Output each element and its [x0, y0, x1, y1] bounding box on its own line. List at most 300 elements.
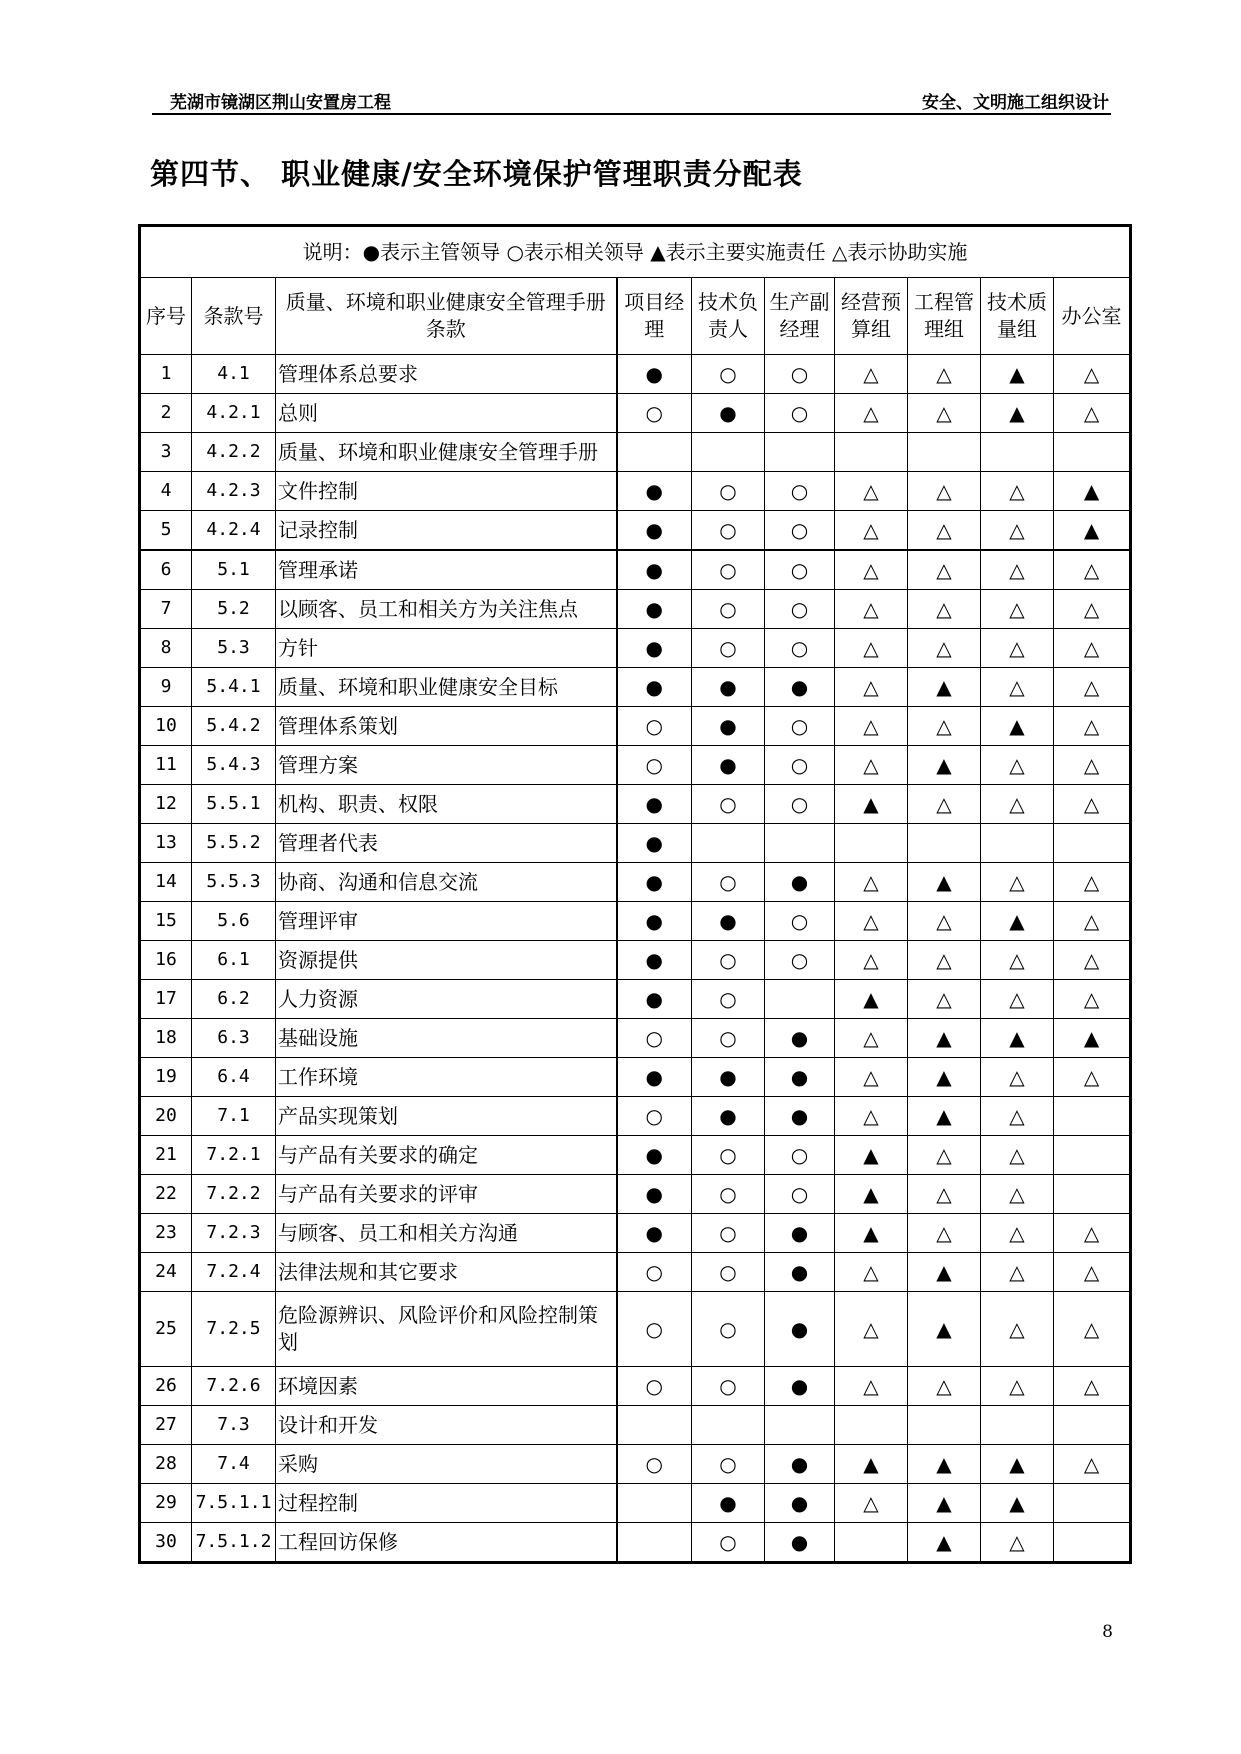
col-header-role: 工程管理组 [908, 278, 981, 355]
responsibility-mark: ○ [617, 746, 692, 785]
row-clause: 机构、职责、权限 [276, 785, 617, 824]
responsibility-mark: △ [908, 629, 981, 668]
row-clause: 与顾客、员工和相关方沟通 [276, 1214, 617, 1253]
row-clause: 工作环境 [276, 1058, 617, 1097]
row-clause: 方针 [276, 629, 617, 668]
responsibility-mark: △ [835, 863, 908, 902]
responsibility-mark: ▲ [908, 863, 981, 902]
responsibility-mark: △ [1054, 941, 1131, 980]
row-clause: 人力资源 [276, 980, 617, 1019]
responsibility-mark: △ [908, 707, 981, 746]
row-clause-no: 7.4 [192, 1445, 276, 1484]
row-clause: 过程控制 [276, 1484, 617, 1523]
row-clause-no: 6.1 [192, 941, 276, 980]
responsibility-mark: △ [835, 1484, 908, 1523]
responsibility-mark: △ [835, 629, 908, 668]
row-clause: 质量、环境和职业健康安全管理手册 [276, 433, 617, 472]
row-clause-no: 7.2.2 [192, 1175, 276, 1214]
responsibility-mark: △ [1054, 785, 1131, 824]
responsibility-mark: ▲ [835, 1445, 908, 1484]
responsibility-mark: △ [1054, 1214, 1131, 1253]
row-seq: 12 [140, 785, 192, 824]
responsibility-mark: △ [835, 668, 908, 707]
responsibility-mark: ▲ [981, 1019, 1054, 1058]
table-row [140, 550, 1131, 590]
row-clause-no: 5.1 [192, 550, 276, 590]
responsibility-mark: △ [981, 590, 1054, 629]
responsibility-mark: ○ [692, 785, 765, 824]
row-clause-no: 4.1 [192, 355, 276, 394]
responsibility-mark: ● [617, 1175, 692, 1214]
responsibility-mark: ▲ [981, 902, 1054, 941]
responsibility-mark: △ [1054, 707, 1131, 746]
row-clause-no: 6.4 [192, 1058, 276, 1097]
responsibility-mark: ○ [765, 1175, 835, 1214]
responsibility-mark: △ [908, 902, 981, 941]
row-clause: 以顾客、员工和相关方为关注焦点 [276, 590, 617, 629]
responsibility-mark: △ [835, 1019, 908, 1058]
table-row [140, 1523, 1131, 1563]
row-clause: 危险源辨识、风险评价和风险控制策划 [276, 1292, 617, 1367]
responsibility-mark: △ [981, 785, 1054, 824]
responsibility-mark [981, 433, 1054, 472]
table-row [140, 863, 1131, 902]
responsibility-mark: ● [692, 1097, 765, 1136]
responsibility-mark: △ [1054, 980, 1131, 1019]
responsibility-mark [765, 1406, 835, 1445]
row-seq: 9 [140, 668, 192, 707]
table-row [140, 824, 1131, 863]
row-clause: 资源提供 [276, 941, 617, 980]
page-number: 8 [1102, 1622, 1113, 1642]
responsibility-mark: ○ [692, 355, 765, 394]
responsibility-mark: ▲ [908, 1253, 981, 1292]
responsibility-mark: △ [908, 941, 981, 980]
responsibility-mark: ○ [617, 1292, 692, 1367]
responsibility-mark: ▲ [835, 980, 908, 1019]
responsibility-mark: ● [617, 902, 692, 941]
row-clause: 管理者代表 [276, 824, 617, 863]
responsibility-mark: ▲ [981, 394, 1054, 433]
responsibility-mark: ● [765, 1484, 835, 1523]
row-clause: 管理体系策划 [276, 707, 617, 746]
responsibility-mark: ▲ [908, 1445, 981, 1484]
responsibility-mark: ▲ [908, 1523, 981, 1563]
responsibility-mark: ● [692, 1058, 765, 1097]
responsibility-mark: ▲ [908, 1484, 981, 1523]
row-clause: 基础设施 [276, 1019, 617, 1058]
responsibility-mark: △ [1054, 902, 1131, 941]
responsibility-mark: ● [617, 472, 692, 511]
row-seq: 5 [140, 511, 192, 551]
responsibility-mark: ▲ [835, 1136, 908, 1175]
responsibility-mark: ● [765, 1019, 835, 1058]
responsibility-mark [617, 1484, 692, 1523]
responsibility-mark: △ [835, 590, 908, 629]
responsibility-mark [835, 1406, 908, 1445]
responsibility-mark: ▲ [835, 1175, 908, 1214]
responsibility-mark [765, 824, 835, 863]
responsibility-mark: △ [981, 746, 1054, 785]
responsibility-mark: △ [1054, 1367, 1131, 1406]
responsibility-mark: ● [765, 1253, 835, 1292]
responsibility-mark: △ [835, 394, 908, 433]
responsibility-mark: ● [617, 511, 692, 551]
responsibility-mark: ○ [617, 1097, 692, 1136]
legend-note: 说明：●表示主管领导 ○表示相关领导 ▲表示主要实施责任 △表示协助实施 [140, 226, 1131, 278]
responsibility-mark: △ [1054, 863, 1131, 902]
responsibility-mark: ● [617, 629, 692, 668]
responsibility-mark: ● [692, 668, 765, 707]
responsibility-mark [692, 433, 765, 472]
responsibility-mark: △ [908, 1136, 981, 1175]
responsibility-mark: ○ [692, 511, 765, 551]
responsibility-mark: ○ [692, 1214, 765, 1253]
responsibility-mark: △ [981, 1058, 1054, 1097]
header-document-type: 安全、文明施工组织设计 [922, 93, 1109, 113]
row-seq: 30 [140, 1523, 192, 1563]
col-header-role: 生产副经理 [765, 278, 835, 355]
table-row [140, 1406, 1131, 1445]
responsibility-mark: ▲ [835, 785, 908, 824]
table-row [140, 1214, 1131, 1253]
responsibility-mark: ○ [692, 941, 765, 980]
responsibility-mark [692, 1406, 765, 1445]
responsibility-mark: ○ [765, 902, 835, 941]
responsibility-mark: ▲ [1054, 472, 1131, 511]
responsibility-mark: ○ [617, 1367, 692, 1406]
responsibility-mark: △ [908, 1175, 981, 1214]
row-seq: 2 [140, 394, 192, 433]
responsibility-mark [1054, 1406, 1131, 1445]
responsibility-mark: △ [981, 668, 1054, 707]
responsibility-mark: △ [981, 550, 1054, 590]
responsibility-mark: ▲ [981, 707, 1054, 746]
responsibility-mark: △ [981, 1292, 1054, 1367]
row-clause-no: 7.5.1.2 [192, 1523, 276, 1563]
table-row [140, 1019, 1131, 1058]
table-row [140, 1097, 1131, 1136]
responsibility-mark: △ [835, 1097, 908, 1136]
responsibility-mark: △ [835, 941, 908, 980]
row-clause-no: 4.2.4 [192, 511, 276, 551]
responsibility-mark: △ [908, 590, 981, 629]
responsibility-mark [617, 1406, 692, 1445]
row-seq: 25 [140, 1292, 192, 1367]
responsibility-mark: ○ [692, 629, 765, 668]
table-row [140, 1175, 1131, 1214]
row-clause-no: 5.5.1 [192, 785, 276, 824]
responsibility-mark: ○ [765, 590, 835, 629]
responsibility-mark: ○ [692, 550, 765, 590]
responsibility-mark [908, 433, 981, 472]
row-clause: 工程回访保修 [276, 1523, 617, 1563]
responsibility-mark: △ [1054, 394, 1131, 433]
col-header-clause: 质量、环境和职业健康安全管理手册条款 [276, 278, 617, 355]
row-seq: 14 [140, 863, 192, 902]
table-row [140, 1292, 1131, 1367]
row-seq: 22 [140, 1175, 192, 1214]
row-clause: 采购 [276, 1445, 617, 1484]
row-clause: 管理方案 [276, 746, 617, 785]
row-clause: 管理评审 [276, 902, 617, 941]
responsibility-mark: ○ [692, 1253, 765, 1292]
responsibility-mark: ○ [765, 746, 835, 785]
row-seq: 15 [140, 902, 192, 941]
row-clause-no: 7.3 [192, 1406, 276, 1445]
table-row [140, 394, 1131, 433]
responsibility-mark: ● [765, 1058, 835, 1097]
row-clause: 环境因素 [276, 1367, 617, 1406]
row-seq: 19 [140, 1058, 192, 1097]
responsibility-mark: △ [835, 1058, 908, 1097]
responsibility-mark: △ [1054, 746, 1131, 785]
responsibility-mark: ○ [692, 1523, 765, 1563]
col-header-role: 技术质量组 [981, 278, 1054, 355]
responsibility-mark: △ [981, 472, 1054, 511]
responsibility-mark: ○ [692, 980, 765, 1019]
row-seq: 11 [140, 746, 192, 785]
responsibility-mark: ● [617, 1214, 692, 1253]
responsibility-mark: △ [908, 1214, 981, 1253]
responsibility-mark: ▲ [908, 1097, 981, 1136]
responsibility-mark: △ [981, 1214, 1054, 1253]
responsibility-mark: ● [765, 1214, 835, 1253]
responsibility-mark [1054, 1097, 1131, 1136]
responsibility-mark [765, 980, 835, 1019]
responsibility-mark: ▲ [1054, 1019, 1131, 1058]
responsibility-mark: ▲ [908, 668, 981, 707]
responsibility-mark: ○ [765, 629, 835, 668]
responsibility-mark: △ [1054, 1292, 1131, 1367]
row-clause-no: 7.2.3 [192, 1214, 276, 1253]
responsibility-mark: △ [835, 511, 908, 551]
responsibility-mark: ○ [692, 1175, 765, 1214]
responsibility-mark [835, 824, 908, 863]
col-header-role: 经营预算组 [835, 278, 908, 355]
table-row [140, 1484, 1131, 1523]
row-clause: 设计和开发 [276, 1406, 617, 1445]
row-seq: 20 [140, 1097, 192, 1136]
table-row [140, 590, 1131, 629]
table-row [140, 902, 1131, 941]
responsibility-mark [692, 824, 765, 863]
responsibility-mark: △ [835, 1253, 908, 1292]
responsibility-mark: ● [617, 355, 692, 394]
table-row [140, 511, 1131, 551]
row-clause: 与产品有关要求的确定 [276, 1136, 617, 1175]
responsibility-mark: ▲ [1054, 511, 1131, 551]
table-row [140, 629, 1131, 668]
responsibility-mark [617, 433, 692, 472]
table-row [140, 746, 1131, 785]
table-row [140, 980, 1131, 1019]
col-header-role: 办公室 [1054, 278, 1131, 355]
responsibility-mark: ○ [692, 590, 765, 629]
row-clause-no: 4.2.1 [192, 394, 276, 433]
responsibility-mark: △ [908, 355, 981, 394]
responsibility-mark: ○ [692, 1019, 765, 1058]
responsibility-mark: ● [692, 707, 765, 746]
responsibility-mark: ● [765, 1445, 835, 1484]
responsibility-mark: △ [835, 902, 908, 941]
responsibility-mark: ● [617, 824, 692, 863]
row-clause: 法律法规和其它要求 [276, 1253, 617, 1292]
row-clause: 管理体系总要求 [276, 355, 617, 394]
responsibility-mark [1054, 1175, 1131, 1214]
row-seq: 13 [140, 824, 192, 863]
table-row [140, 355, 1131, 394]
responsibility-mark: ▲ [981, 1445, 1054, 1484]
responsibility-mark: ● [765, 863, 835, 902]
section-title: 第四节、 职业健康/安全环境保护管理职责分配表 [150, 157, 803, 191]
row-clause-no: 7.2.6 [192, 1367, 276, 1406]
row-seq: 4 [140, 472, 192, 511]
responsibility-mark: △ [981, 1367, 1054, 1406]
responsibility-mark: ○ [692, 1367, 765, 1406]
responsibility-mark: ○ [765, 472, 835, 511]
responsibility-mark: ○ [617, 707, 692, 746]
responsibility-mark [908, 824, 981, 863]
responsibility-mark [908, 1406, 981, 1445]
responsibility-mark [1054, 824, 1131, 863]
row-clause-no: 5.4.3 [192, 746, 276, 785]
responsibility-mark: ● [617, 941, 692, 980]
row-clause-no: 5.5.3 [192, 863, 276, 902]
col-header-clause-no: 条款号 [192, 278, 276, 355]
table-row [140, 668, 1131, 707]
table-row [140, 1058, 1131, 1097]
responsibility-mark: ○ [617, 1445, 692, 1484]
responsibility-mark: △ [908, 394, 981, 433]
responsibility-mark: ○ [765, 550, 835, 590]
header-project-name: 芜湖市镜湖区荆山安置房工程 [170, 93, 391, 113]
responsibility-mark: ▲ [981, 355, 1054, 394]
responsibility-mark: △ [1054, 355, 1131, 394]
responsibility-mark: ● [617, 668, 692, 707]
row-seq: 28 [140, 1445, 192, 1484]
row-seq: 18 [140, 1019, 192, 1058]
responsibility-mark [835, 433, 908, 472]
row-clause-no: 4.2.2 [192, 433, 276, 472]
responsibility-mark: △ [908, 472, 981, 511]
table-row [140, 1253, 1131, 1292]
responsibility-mark: ● [765, 1292, 835, 1367]
row-seq: 23 [140, 1214, 192, 1253]
responsibility-mark: ○ [617, 1019, 692, 1058]
responsibility-mark: ○ [765, 394, 835, 433]
row-seq: 27 [140, 1406, 192, 1445]
responsibility-mark: △ [908, 1367, 981, 1406]
row-seq: 29 [140, 1484, 192, 1523]
row-seq: 26 [140, 1367, 192, 1406]
responsibility-mark [1054, 1523, 1131, 1563]
responsibility-mark: ○ [765, 785, 835, 824]
responsibility-mark: ● [765, 1097, 835, 1136]
responsibility-mark: ● [692, 746, 765, 785]
responsibility-mark: △ [981, 511, 1054, 551]
responsibility-mark: ● [692, 902, 765, 941]
responsibility-mark: ▲ [908, 746, 981, 785]
row-clause: 管理承诺 [276, 550, 617, 590]
row-seq: 6 [140, 550, 192, 590]
table-row [140, 785, 1131, 824]
responsibility-mark: △ [981, 1097, 1054, 1136]
table-row [140, 1445, 1131, 1484]
row-seq: 3 [140, 433, 192, 472]
table-row [140, 1367, 1131, 1406]
responsibility-mark: ○ [692, 1445, 765, 1484]
responsibility-mark: △ [835, 707, 908, 746]
responsibility-mark: △ [835, 1292, 908, 1367]
responsibility-mark: △ [981, 980, 1054, 1019]
row-clause-no: 7.2.1 [192, 1136, 276, 1175]
row-clause-no: 4.2.3 [192, 472, 276, 511]
row-seq: 7 [140, 590, 192, 629]
responsibility-mark: △ [835, 472, 908, 511]
responsibility-mark: ● [617, 590, 692, 629]
row-seq: 1 [140, 355, 192, 394]
responsibility-mark: △ [981, 1175, 1054, 1214]
responsibility-mark: ● [617, 550, 692, 590]
row-clause: 文件控制 [276, 472, 617, 511]
responsibility-mark: ○ [692, 863, 765, 902]
responsibility-mark: ● [617, 980, 692, 1019]
responsibility-mark: ▲ [835, 1214, 908, 1253]
responsibility-mark: ▲ [908, 1292, 981, 1367]
row-clause-no: 5.2 [192, 590, 276, 629]
responsibility-mark: △ [835, 550, 908, 590]
row-clause: 协商、沟通和信息交流 [276, 863, 617, 902]
responsibility-mark [1054, 433, 1131, 472]
responsibility-mark: △ [981, 1136, 1054, 1175]
row-clause-no: 5.4.1 [192, 668, 276, 707]
responsibility-mark: ● [617, 863, 692, 902]
responsibility-mark: △ [981, 863, 1054, 902]
responsibility-mark: ○ [765, 511, 835, 551]
row-seq: 21 [140, 1136, 192, 1175]
row-clause-no: 7.5.1.1 [192, 1484, 276, 1523]
responsibility-mark: ● [765, 1367, 835, 1406]
responsibility-mark: △ [908, 980, 981, 1019]
row-clause: 与产品有关要求的评审 [276, 1175, 617, 1214]
responsibility-mark [1054, 1136, 1131, 1175]
table-row [140, 472, 1131, 511]
table-row [140, 1136, 1131, 1175]
responsibility-mark [835, 1523, 908, 1563]
table-row [140, 707, 1131, 746]
responsibility-mark: △ [835, 355, 908, 394]
responsibility-mark [981, 1406, 1054, 1445]
responsibility-mark: ○ [692, 1136, 765, 1175]
row-seq: 24 [140, 1253, 192, 1292]
responsibility-mark: ○ [765, 941, 835, 980]
row-clause-no: 5.3 [192, 629, 276, 668]
col-header-role: 技术负责人 [692, 278, 765, 355]
responsibility-mark [1054, 1484, 1131, 1523]
responsibility-mark: △ [1054, 1058, 1131, 1097]
responsibility-mark: △ [981, 1523, 1054, 1563]
responsibility-mark: △ [1054, 629, 1131, 668]
responsibility-mark: ▲ [981, 1484, 1054, 1523]
responsibility-mark: △ [1054, 1445, 1131, 1484]
responsibility-mark [765, 433, 835, 472]
table-row [140, 433, 1131, 472]
header-divider [152, 113, 1111, 115]
responsibility-mark: △ [835, 1367, 908, 1406]
responsibility-mark: △ [1054, 590, 1131, 629]
row-seq: 16 [140, 941, 192, 980]
